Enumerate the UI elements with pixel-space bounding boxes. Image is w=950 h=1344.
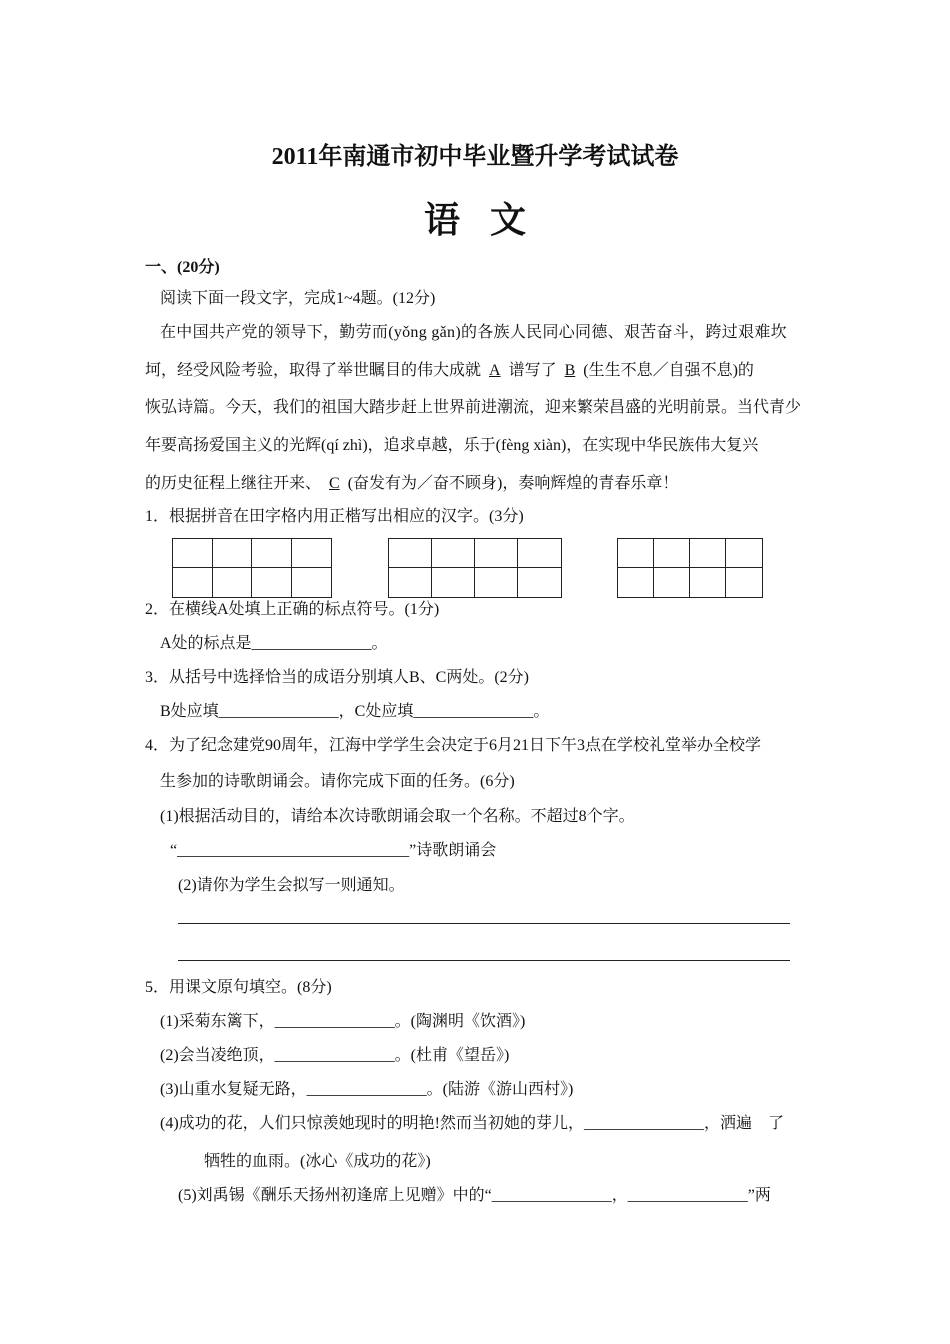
writing-grid-1[interactable] [172, 538, 332, 598]
answer-line-name[interactable]: “_____________________________”诗歌朗诵会 [170, 842, 497, 859]
passage-line: 恢弘诗篇。今天，我们的祖国大踏步赶上世界前进潮流，迎来繁荣昌盛的光明前景。当代青少 [145, 399, 802, 416]
passage-line: 在中国共产党的领导下，勤劳而(yǒng gǎn)的各族人民同心同德、艰苦奋斗，跨过艰难坎 [160, 324, 787, 341]
text: 谱写了 [508, 362, 557, 379]
question-4-1: (1)根据活动目的，请给本次诗歌朗诵会取一个名称。不超过8个字。 [160, 808, 635, 825]
question-4-2: (2)请你为学生会拟写一则通知。 [178, 877, 405, 894]
passage-line [145, 474, 678, 494]
question-4: 4．为了纪念建党90周年，江海中学学生会决定于6月21日下午3点在学校礼堂举办全校学 [145, 737, 762, 754]
blank-a: A [489, 362, 501, 379]
section-heading: 一、(20分) [145, 259, 220, 276]
passage-line [145, 361, 754, 381]
passage-line: 年要高扬爱国主义的光辉(qí zhì)，追求卓越，乐于(fèng xiàn)，在实现中华民族伟大复兴 [145, 437, 759, 454]
text: 的历史征程上继往开来、 [145, 475, 322, 492]
answer-line[interactable] [178, 960, 790, 961]
reading-intro: 阅读下面一段文字，完成1~4题。(12分) [160, 290, 436, 307]
text: (生生不息／自强不息)的 [583, 362, 754, 379]
question-2: 2．在横线A处填上正确的标点符号。(1分) [145, 601, 440, 618]
question-1: 1．根据拼音在田字格内用正楷写出相应的汉字。(3分) [145, 508, 524, 525]
blank-b: B [564, 362, 576, 379]
writing-grid-3[interactable] [617, 538, 763, 598]
subject-heading: 语文 [423, 200, 556, 240]
question-5-3: (3)山重水复疑无路，_______________。(陆游《游山西村》) [160, 1081, 574, 1098]
question-5-4: (4)成功的花，人们只惊羡她现时的明艳!然而当初她的芽儿，_______________，洒遍 了 [160, 1115, 784, 1132]
text: 坷，经受风险考验，取得了举世瞩目的伟大成就 [145, 362, 482, 379]
blank-c: C [329, 475, 340, 492]
question-5-1: (1)采菊东篱下，_______________。(陶渊明《饮酒》) [160, 1013, 526, 1030]
question-5-4-cont: 牺牲的血雨。(冰心《成功的花》) [204, 1153, 431, 1170]
writing-grid-2[interactable] [388, 538, 562, 598]
question-5-5: (5)刘禹锡《酬乐天扬州初逢席上见赠》中的“_______________，_______________”两 [178, 1187, 771, 1204]
text: (奋发有为／奋不顾身)，奏响辉煌的青春乐章！ [347, 475, 679, 492]
answer-line-bc[interactable]: B处应填_______________，C处应填_______________。 [160, 703, 550, 720]
answer-line[interactable] [178, 923, 790, 924]
question-5-2: (2)会当凌绝顶，_______________。(杜甫《望岳》) [160, 1047, 510, 1064]
question-5: 5．用课文原句填空。(8分) [145, 979, 332, 996]
exam-title: 2011年南通市初中毕业暨升学考试试卷 [271, 144, 679, 170]
question-4-cont: 生参加的诗歌朗诵会。请你完成下面的任务。(6分) [160, 773, 515, 790]
answer-line-a[interactable]: A处的标点是_______________。 [160, 635, 388, 652]
question-3: 3．从括号中选择恰当的成语分别填人B、C两处。(2分) [145, 669, 530, 686]
